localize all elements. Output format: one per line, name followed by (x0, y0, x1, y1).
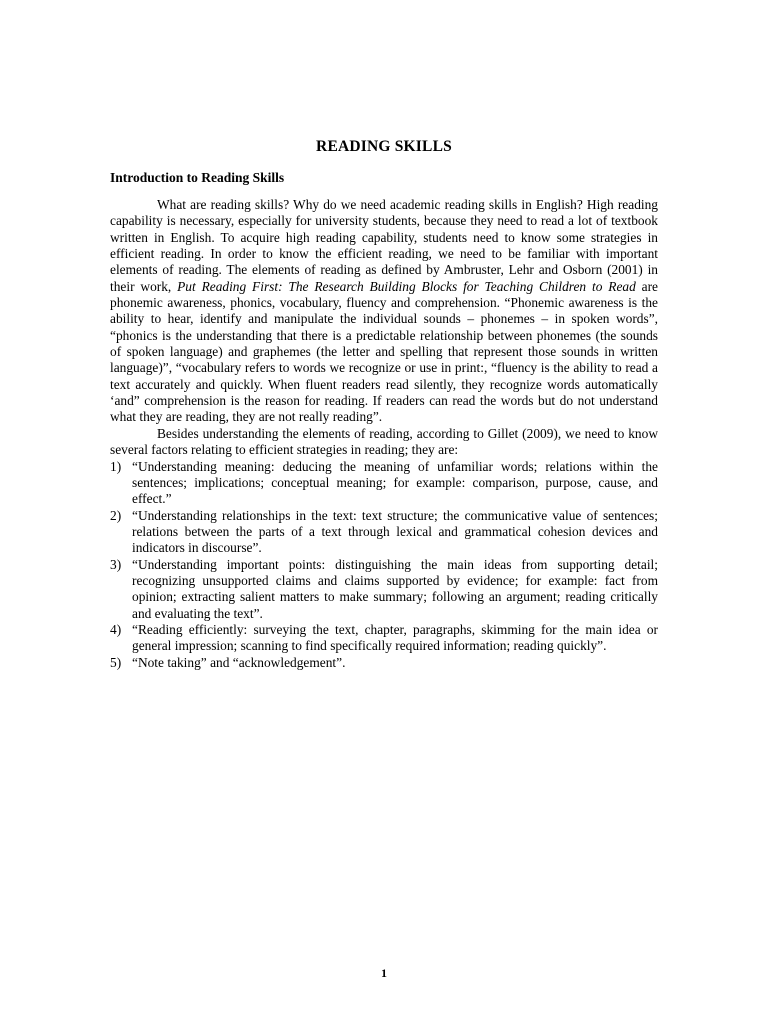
list-item (110, 557, 658, 622)
book-title-italic: Put Reading First: The Research Building Blocks for Teaching Children to Read (177, 278, 636, 294)
list-item-text: “Understanding meaning: deducing the meaning of unfamiliar words; relations within the sentences; implications; conceptual meaning; for example: comparison, purpose, cause, and effect.” (132, 458, 658, 507)
list-item (110, 655, 658, 671)
list-item-number: 5) (110, 654, 122, 670)
list-item (110, 459, 658, 508)
page-number: 1 (381, 966, 387, 980)
list-item (110, 508, 658, 557)
document-body (110, 197, 658, 671)
list-item-text: “Note taking” and “acknowledgement”. (132, 654, 346, 670)
paragraph-intro-text-start: What are reading skills? Why do we need academic reading skills in English? High reading capability is necessary, especially for university students, because they need to read a lot of textbook written in English. To acquire high reading capability, students need to know some strategies in efficient reading. In order to know the efficient reading, we need to be familiar with important elements of reading. The elements of reading as defined by Ambruster, Lehr and Osborn (2001) in their work, (110, 197, 658, 294)
list-item (110, 622, 658, 655)
factors-list (110, 459, 658, 671)
paragraph-intro (110, 197, 658, 426)
list-item-number: 3) (110, 556, 122, 572)
section-heading: Introduction to Reading Skills (110, 170, 285, 185)
list-item-number: 4) (110, 621, 122, 637)
page-title: READING SKILLS (316, 138, 452, 155)
list-item-text: “Understanding relationships in the text: text structure; the communicative value of sentences; relations between the parts of a text through lexical and grammatical cohesion devices and indicators in discourse”. (132, 507, 658, 556)
paragraph-intro-text-end: are phonemic awareness, phonics, vocabulary, fluency and comprehension. “Phonemic awareness is the ability to hear, identify and manipulate the individual sounds – phonemes – in spoken words”, “phonics is the understanding that there is a predictable relationship between phonemes (the sounds of spoken language) and graphemes (the letter and spelling that represent those sounds in written language)”, “vocabulary refers to words we recognize or use in print:, “fluency is the ability to read a text accurately and quickly. When fluent readers read silently, they recognize words automatically ‘and” comprehension is the reason for reading. If readers can read the words but do not understand what they are reading, they are not really reading”. (110, 278, 658, 425)
list-item-number: 2) (110, 507, 122, 523)
list-item-number: 1) (110, 458, 122, 474)
paragraph-factors: Besides understanding the elements of reading, according to Gillet (2009), we need to know several factors relating to efficient strategies in reading; they are: (110, 425, 658, 458)
list-item-text: “Reading efficiently: surveying the text, chapter, paragraphs, skimming for the main idea or general impression; scanning to find specifically required information; reading quickly”. (132, 621, 658, 654)
list-item-text: “Understanding important points: distinguishing the main ideas from supporting detail; recognizing unsupported claims and claims supported by evidence; for example: fact from opinion; extracting salient matters to make summary; following an argument; reading critically and evaluating the text”. (132, 556, 658, 621)
